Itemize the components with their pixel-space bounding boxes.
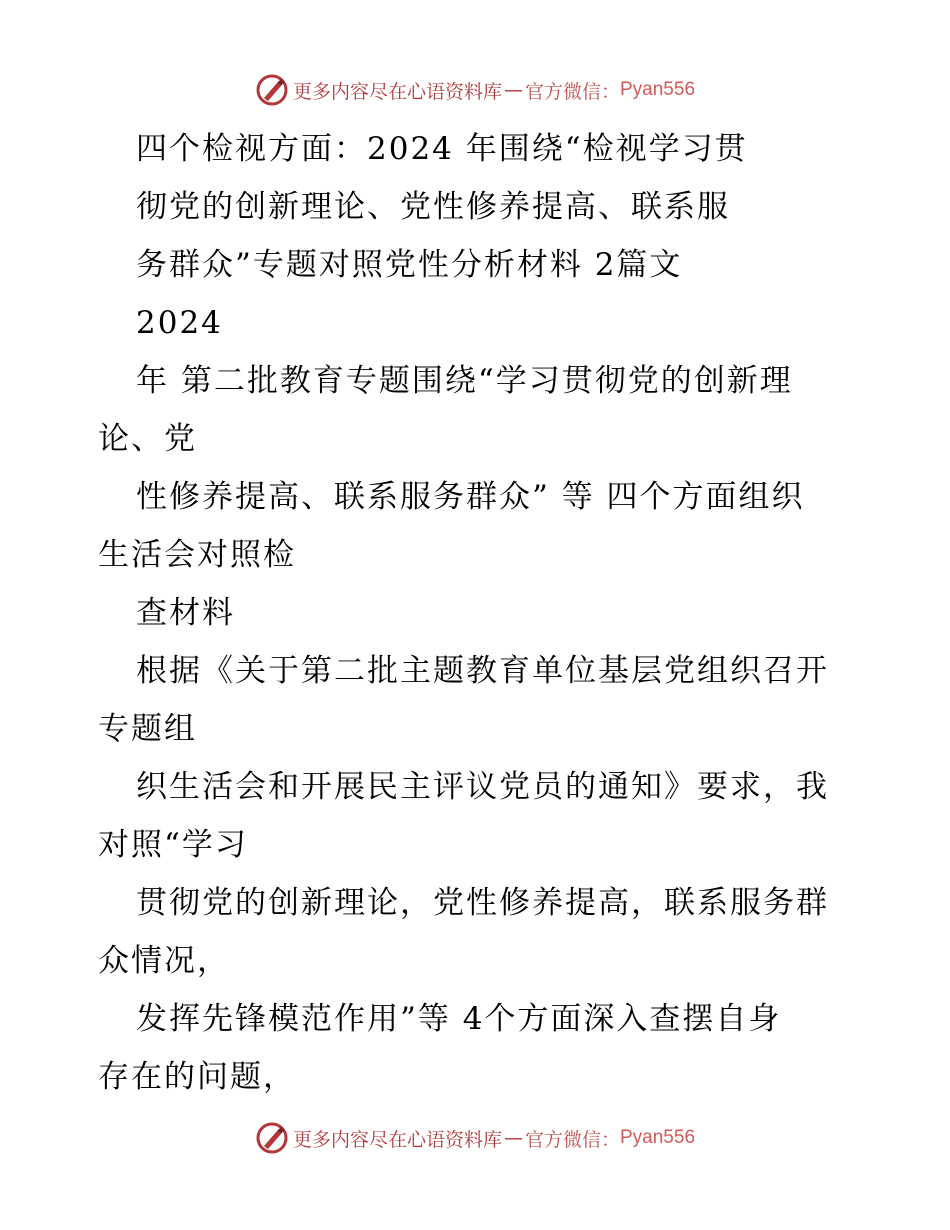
doc-line: 查材料: [136, 595, 235, 631]
doc-line: 务群众”专题对照党性分析材料 2篇文: [136, 247, 683, 283]
doc-line: 众情况，: [98, 943, 230, 979]
footer-watermark: [0, 1118, 950, 1158]
doc-line: 2024: [136, 305, 223, 341]
doc-line: 贯彻党的创新理论，党性修养提高，联系服务群: [136, 885, 829, 921]
watermark-separator: —: [503, 79, 523, 101]
doc-line: 专题组: [98, 711, 197, 747]
doc-line: 彻党的创新理论、党性修养提高、联系服: [136, 189, 730, 225]
header-watermark: [0, 70, 950, 110]
doc-line: 年 第二批教育专题围绕“学习贯彻党的创新理: [136, 363, 793, 399]
watermark-separator: —: [503, 1127, 523, 1149]
pen-logo-icon: [255, 1121, 289, 1155]
watermark-contact-id: Pyan556: [620, 79, 696, 100]
watermark-brand: 更多内容尽在心语资料库: [292, 80, 502, 103]
watermark-brand: 更多内容尽在心语资料库: [292, 1128, 502, 1151]
watermark-contact-label: 官方微信：: [524, 80, 620, 103]
doc-line: 生活会对照检: [98, 537, 296, 573]
document-body: [98, 120, 858, 1106]
doc-line: 对照“学习: [98, 827, 248, 863]
watermark-contact-id: Pyan556: [620, 1127, 696, 1148]
doc-line: 织生活会和开展民主评议党员的通知》要求，我: [136, 769, 829, 805]
doc-line: 根据《关于第二批主题教育单位基层党组织召开: [136, 653, 829, 689]
doc-line: 存在的问题，: [98, 1059, 296, 1095]
doc-line: 论、党: [98, 421, 197, 457]
watermark-contact-label: 官方微信：: [524, 1128, 620, 1151]
doc-line: 四个检视方面：2024 年围绕“检视学习贯: [136, 131, 748, 167]
pen-logo-icon: [255, 73, 289, 107]
doc-line: 发挥先锋模范作用”等 4个方面深入查摆自身: [136, 1001, 782, 1037]
doc-line: 性修养提高、联系服务群众” 等 四个方面组织: [136, 479, 805, 515]
